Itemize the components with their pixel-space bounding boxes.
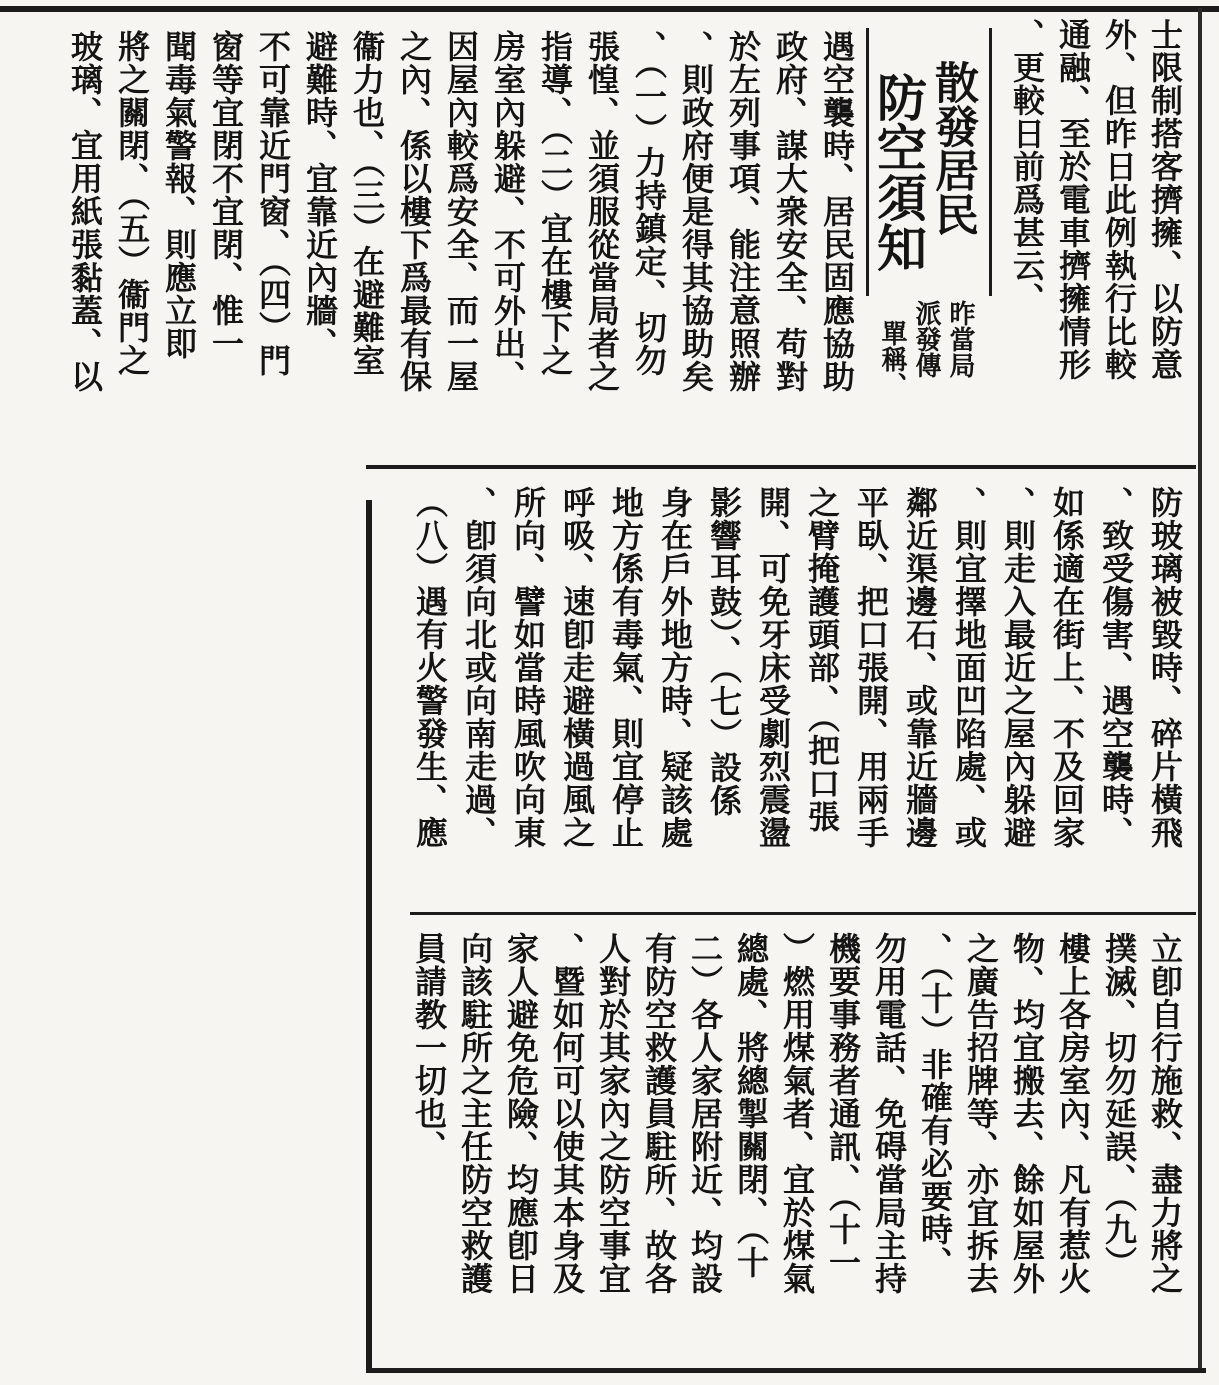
article-bot-col: 之廣告招牌等、亦宜拆去 bbox=[962, 932, 1000, 1295]
article-bot-col: 立卽自行施救、盡力將之 bbox=[1146, 932, 1184, 1295]
bottom-rule bbox=[366, 1368, 1206, 1373]
article-mid-col: （八）遇有火警發生、應 bbox=[411, 486, 449, 849]
article-top-col: 房室內躲避、不可外出、 bbox=[489, 30, 527, 393]
article-mid-col: 、致受傷害、遇空襲時、 bbox=[1097, 486, 1135, 849]
top-rule bbox=[0, 6, 1219, 12]
article-mid-col: 如係適在街上、不及回家 bbox=[1048, 486, 1086, 849]
article-top-col: 不可靠近門窗、（四）門 bbox=[254, 30, 292, 377]
article-top-col: 、則政府便是得其協助矣 bbox=[677, 30, 715, 393]
headline-line-1: 散發居民 bbox=[927, 60, 978, 236]
article-mid-col: 呼吸、速卽走避橫過風之 bbox=[558, 486, 596, 849]
article-bot-col: 人對於其家內之防空事宜 bbox=[594, 932, 632, 1295]
byline-2: 派發傳 bbox=[911, 300, 941, 378]
article-bot-col: 向該駐所之主任防空救護 bbox=[456, 932, 494, 1295]
article-top-col: 聞毒氣警報、則應立即 bbox=[160, 30, 198, 360]
byline-3: 單稱、 bbox=[877, 320, 907, 398]
article-top-col: 之內、係以樓下爲最有保 bbox=[395, 30, 433, 393]
article-mid-col: 、卽須向北或向南走過、 bbox=[460, 486, 498, 849]
article-top-col: 將之關閉、（五）衞門之 bbox=[113, 30, 151, 377]
section-divider-2 bbox=[410, 912, 1196, 915]
article-bot-col: 有防空救護員駐所、故各 bbox=[640, 932, 678, 1295]
article-top-col: 衞力也、（三）在避難室 bbox=[348, 30, 386, 377]
article-bot-col: 總處、將總掣關閉、（十 bbox=[732, 932, 770, 1279]
article-bot-col: 撲滅、切勿延誤、（九） bbox=[1100, 932, 1138, 1279]
article-top-col: 窗等宜閉不宜閉、惟一 bbox=[207, 30, 245, 360]
article-bot-col: 物、均宜搬去、餘如屋外 bbox=[1008, 932, 1046, 1295]
upper-col-4: 、更較日前爲甚云、 bbox=[1008, 18, 1046, 315]
article-mid-col: 、則宜擇地面凹陷處、或 bbox=[950, 486, 988, 849]
article-mid-col: 平臥、把口張開、用兩手 bbox=[852, 486, 890, 849]
upper-col-3: 通融、至於電車擠擁情形 bbox=[1054, 18, 1092, 381]
article-bot-col: ）燃用煤氣者、宜於煤氣 bbox=[778, 932, 816, 1295]
article-top-col: 政府、謀大衆安全、苟對 bbox=[771, 30, 809, 393]
article-mid-col: 身在戶外地方時、疑該處 bbox=[656, 486, 694, 849]
right-border bbox=[1198, 8, 1202, 1368]
article-mid-col: 之臂掩護頭部、（把口張 bbox=[803, 486, 841, 833]
article-bot-col: 家人避免危險、均應卽日 bbox=[502, 932, 540, 1295]
article-mid-col: 、則走入最近之屋內躲避 bbox=[999, 486, 1037, 849]
article-mid-col: 防玻璃被毀時、碎片橫飛 bbox=[1146, 486, 1184, 849]
article-bot-col: 機要事務者通訊、（十一 bbox=[824, 932, 862, 1279]
article-top-col: 因屋內較爲安全、而一屋 bbox=[442, 30, 480, 393]
article-bot-col: 勿用電話、免碍當局主持 bbox=[870, 932, 908, 1295]
article-mid-col: 地方係有毒氣、則宜停止 bbox=[607, 486, 645, 849]
article-top-col: 指導、（二）宜在樓下之 bbox=[536, 30, 574, 377]
section-divider bbox=[366, 465, 1196, 469]
article-top-col: 於左列事項、能注意照辦 bbox=[724, 30, 762, 393]
article-bot-col: 樓上各房室內、凡有惹火 bbox=[1054, 932, 1092, 1295]
headline-line-2: 防空須知 bbox=[869, 72, 928, 272]
article-mid-col: 開、可免牙床受劇烈震盪 bbox=[754, 486, 792, 849]
article-top-col: 遇空襲時、居民固應協助 bbox=[818, 30, 856, 393]
article-top-col: 、（一）力持鎮定、切勿 bbox=[630, 30, 668, 377]
article-top-col: 玻璃、宜用紙張黏蓋、以 bbox=[66, 30, 104, 393]
article-top-col: 避難時、宜靠近內牆、 bbox=[301, 30, 339, 360]
article-bot-col: 、暨如何可以使其本身及 bbox=[548, 932, 586, 1295]
upper-col-1: 士限制搭客擠擁、以防意 bbox=[1146, 18, 1184, 381]
article-bot-col: 、（十）非確有必要時、 bbox=[916, 932, 954, 1279]
article-bot-col: 二）各人家居附近、均設 bbox=[686, 932, 724, 1295]
article-mid-col: 影響耳鼓）、（七）設係 bbox=[705, 486, 743, 817]
article-mid-col: 所向、譬如當時風吹向東 bbox=[509, 486, 547, 849]
article-top-col: 張惶、並須服從當局者之 bbox=[583, 30, 621, 393]
left-border bbox=[366, 500, 372, 1370]
article-bot-col: 員請教一切也、 bbox=[410, 932, 448, 1163]
article-mid-col: 鄰近渠邊石、或靠近牆邊 bbox=[901, 486, 939, 849]
byline-1: 昨當局 bbox=[945, 300, 975, 378]
upper-col-2: 外、但昨日此例執行比較 bbox=[1100, 18, 1138, 381]
